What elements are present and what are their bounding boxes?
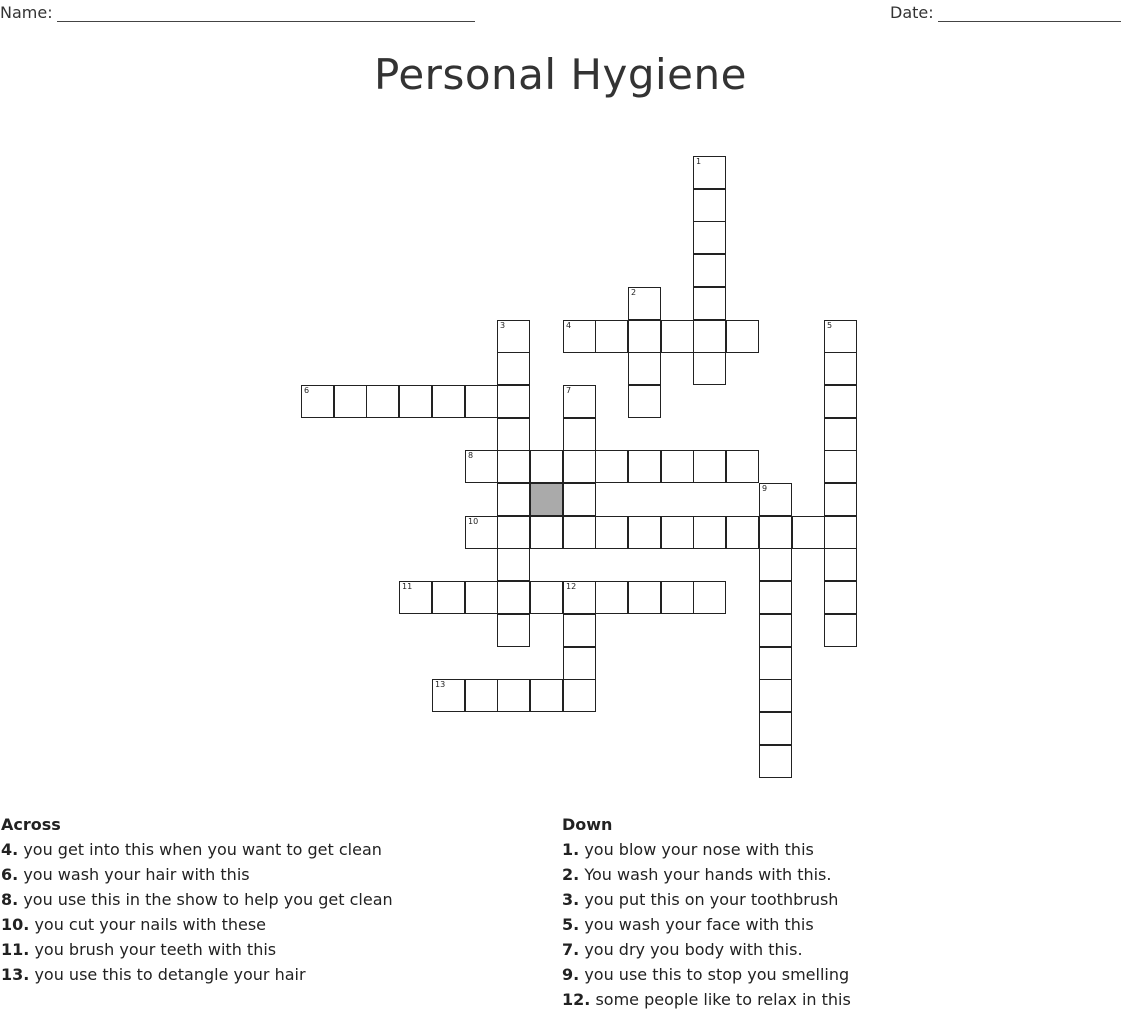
grid-cell[interactable] (792, 516, 825, 549)
grid-cell[interactable] (497, 516, 530, 549)
clue-item-text: some people like to relax in this (595, 990, 851, 1009)
clue-item (1, 937, 393, 962)
clue-number: 6 (304, 386, 310, 395)
clue-item-number: 12. (562, 990, 591, 1009)
grid-cell[interactable] (824, 614, 857, 647)
grid-cell[interactable] (432, 385, 465, 418)
grid-cell[interactable] (628, 581, 661, 614)
grid-cell[interactable] (595, 516, 628, 549)
grid-cell[interactable] (465, 450, 498, 483)
grid-cell[interactable] (661, 320, 694, 353)
clue-item-text: you use this to detangle your hair (34, 965, 306, 984)
clue-item-text: you use this in the show to help you get clean (23, 890, 393, 909)
clue-item (562, 937, 851, 962)
clue-number: 5 (827, 321, 833, 330)
clue-number: 4 (566, 321, 572, 330)
grid-cell[interactable] (824, 450, 857, 483)
clue-number: 3 (500, 321, 506, 330)
grid-cell[interactable] (759, 712, 792, 745)
clue-number: 10 (468, 517, 479, 526)
clue-item (562, 912, 851, 937)
clue-item-number: 3. (562, 890, 580, 909)
clue-item-text: you use this to stop you smelling (584, 965, 850, 984)
grid-cell[interactable] (465, 679, 498, 712)
clue-item (562, 987, 851, 1012)
grid-cell[interactable] (824, 581, 857, 614)
grid-cell[interactable] (693, 254, 726, 287)
grid-cell[interactable] (595, 320, 628, 353)
clue-item-number: 5. (562, 915, 580, 934)
grid-cell[interactable] (497, 614, 530, 647)
grid-cell[interactable] (530, 516, 563, 549)
clue-item-text: you wash your hair with this (23, 865, 250, 884)
down-heading: Down (562, 815, 613, 834)
grid-cell[interactable] (726, 516, 759, 549)
grid-cell[interactable] (465, 385, 498, 418)
grid-cell[interactable] (824, 418, 857, 451)
name-label: Name: (0, 3, 53, 22)
clue-item (562, 862, 851, 887)
grid-cell[interactable] (432, 581, 465, 614)
date-blank-line[interactable] (938, 6, 1121, 22)
clue-item-number: 2. (562, 865, 580, 884)
grid-cell[interactable] (824, 385, 857, 418)
grid-cell[interactable] (595, 581, 628, 614)
down-clue-list (562, 837, 851, 1012)
grid-cell[interactable] (726, 450, 759, 483)
clue-number: 1 (696, 157, 702, 166)
grid-cell[interactable] (530, 679, 563, 712)
grid-cell[interactable] (759, 679, 792, 712)
grid-cell[interactable] (661, 581, 694, 614)
grid-cell[interactable] (824, 548, 857, 581)
clue-item-number: 6. (1, 865, 19, 884)
grid-cell[interactable] (628, 450, 661, 483)
clue-item (562, 837, 851, 862)
clue-item (1, 912, 393, 937)
grid-cell[interactable] (628, 385, 661, 418)
grid-cell[interactable] (465, 516, 498, 549)
grid-cell[interactable] (366, 385, 399, 418)
clue-item-text: you wash your face with this (584, 915, 814, 934)
grid-cell[interactable] (628, 516, 661, 549)
name-field (0, 3, 475, 22)
clue-item-number: 4. (1, 840, 19, 859)
grid-cell[interactable] (693, 352, 726, 385)
grid-cell[interactable] (726, 320, 759, 353)
grid-cell[interactable] (595, 450, 628, 483)
grid-cell[interactable] (693, 450, 726, 483)
grid-cell[interactable] (824, 352, 857, 385)
grid-cell[interactable] (563, 385, 596, 418)
clue-number: 12 (566, 582, 577, 591)
grid-cell[interactable] (628, 320, 661, 353)
grid-cell[interactable] (399, 385, 432, 418)
grid-cell[interactable] (824, 320, 857, 353)
grid-cell[interactable] (497, 320, 530, 353)
grid-cell[interactable] (399, 581, 432, 614)
across-heading: Across (1, 815, 61, 834)
grid-cell[interactable] (693, 287, 726, 320)
grid-cell[interactable] (465, 581, 498, 614)
clue-item-text: you blow your nose with this (584, 840, 814, 859)
clue-item (1, 862, 393, 887)
grid-cell[interactable] (497, 581, 530, 614)
grid-cell[interactable] (563, 647, 596, 680)
grid-cell[interactable] (301, 385, 334, 418)
grid-cell[interactable] (334, 385, 367, 418)
clue-number: 9 (762, 484, 768, 493)
grid-cell[interactable] (693, 581, 726, 614)
clue-item-text: You wash your hands with this. (584, 865, 832, 884)
grid-cell[interactable] (563, 418, 596, 451)
grid-cell[interactable] (432, 679, 465, 712)
across-clue-list (1, 837, 393, 987)
name-blank-line[interactable] (57, 6, 475, 22)
clue-item (1, 962, 393, 987)
clue-number: 7 (566, 386, 572, 395)
clue-number: 8 (468, 451, 474, 460)
grid-cell[interactable] (628, 287, 661, 320)
grid-cell[interactable] (497, 450, 530, 483)
clue-item-text: you dry you body with this. (584, 940, 803, 959)
grid-cell[interactable] (759, 516, 792, 549)
grid-cell[interactable] (693, 156, 726, 189)
clue-item-text: you brush your teeth with this (34, 940, 277, 959)
grid-cell[interactable] (563, 614, 596, 647)
grid-cell[interactable] (497, 483, 530, 516)
grid-cell[interactable] (563, 450, 596, 483)
grid-cell[interactable] (759, 647, 792, 680)
clue-item (562, 962, 851, 987)
grid-cell[interactable] (497, 548, 530, 581)
grid-cell[interactable] (693, 189, 726, 222)
clue-item-text: you cut your nails with these (34, 915, 267, 934)
clue-item-number: 9. (562, 965, 580, 984)
clue-item-text: you get into this when you want to get clean (23, 840, 382, 859)
clue-item (1, 887, 393, 912)
grid-cell[interactable] (563, 581, 596, 614)
grid-cell[interactable] (563, 679, 596, 712)
clue-number: 11 (402, 582, 413, 591)
clue-item-number: 1. (562, 840, 580, 859)
grid-cell[interactable] (628, 352, 661, 385)
grid-cell[interactable] (661, 516, 694, 549)
clue-item (1, 837, 393, 862)
clue-item-number: 10. (1, 915, 30, 934)
clue-item-number: 7. (562, 940, 580, 959)
clue-item-number: 8. (1, 890, 19, 909)
page-title: Personal Hygiene (374, 50, 747, 99)
grid-cell[interactable] (497, 385, 530, 418)
clue-item (562, 887, 851, 912)
grid-cell[interactable] (530, 581, 563, 614)
grid-cell[interactable] (693, 320, 726, 353)
grid-cell[interactable] (530, 450, 563, 483)
shaded-cell (530, 483, 563, 516)
date-field (890, 3, 1121, 22)
clue-item-text: you put this on your toothbrush (584, 890, 839, 909)
grid-cell[interactable] (824, 516, 857, 549)
clue-item-number: 11. (1, 940, 30, 959)
down-clues (562, 812, 851, 1012)
across-clues (1, 812, 393, 987)
grid-cell[interactable] (759, 614, 792, 647)
grid-cell[interactable] (563, 320, 596, 353)
clue-number: 2 (631, 288, 637, 297)
grid-cell[interactable] (759, 483, 792, 516)
grid-cell[interactable] (693, 516, 726, 549)
grid-cell[interactable] (759, 581, 792, 614)
clue-number: 13 (435, 680, 446, 689)
clue-item-number: 13. (1, 965, 30, 984)
date-label: Date: (890, 3, 934, 22)
grid-cell[interactable] (497, 418, 530, 451)
grid-cell[interactable] (824, 483, 857, 516)
grid-cell[interactable] (661, 450, 694, 483)
grid-cell[interactable] (693, 221, 726, 254)
grid-cell[interactable] (759, 745, 792, 778)
grid-cell[interactable] (563, 516, 596, 549)
grid-cell[interactable] (563, 483, 596, 516)
grid-cell[interactable] (759, 548, 792, 581)
grid-cell[interactable] (497, 352, 530, 385)
grid-cell[interactable] (497, 679, 530, 712)
